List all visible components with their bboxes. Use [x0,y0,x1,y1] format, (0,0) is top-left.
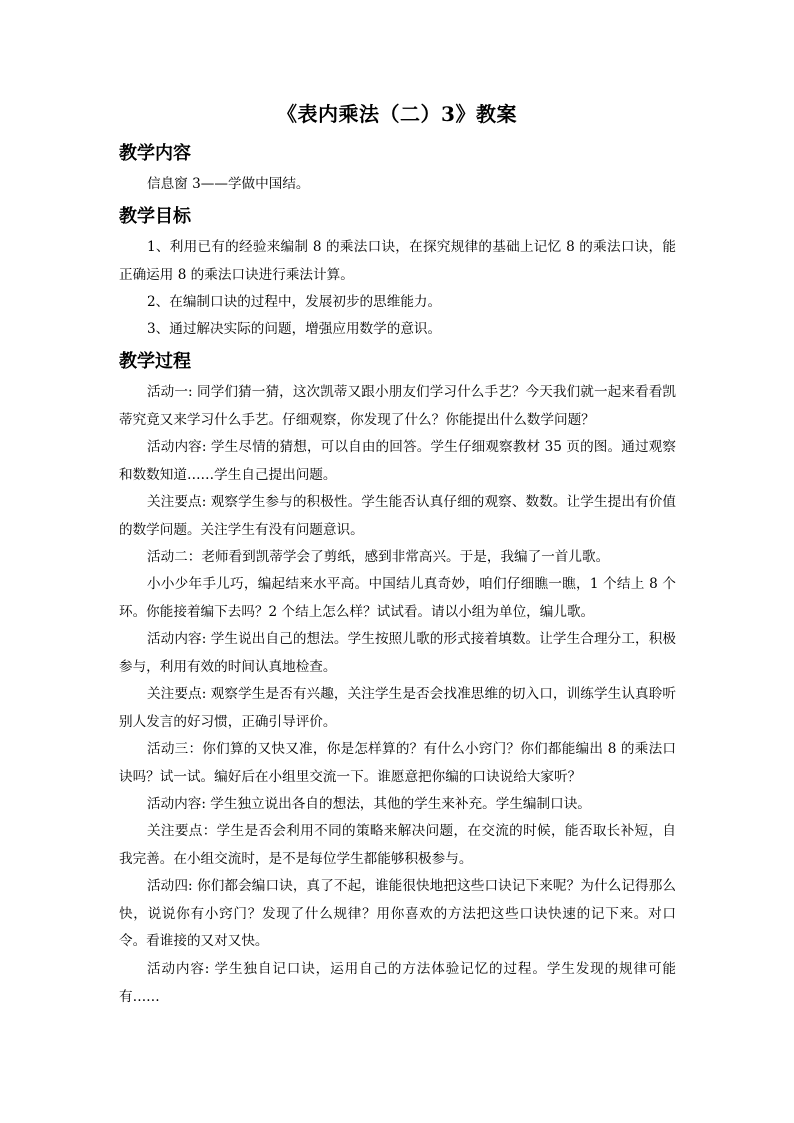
section-heading-objectives: 教学目标 [119,206,191,227]
paragraph: 关注要点: 观察学生是否有兴趣，关注学生是否会找准思维的切入口，训练学生认真聆听别人发言的好习惯，正确引导评价。 [119,686,676,730]
paragraph: 活动三：你们算的又快又准，你是怎样算的？有什么小窍门？你们都能编出 8 的乘法口诀吗？试一试。编好后在小组里交流一下。谁愿意把你编的口诀说给大家听？ [119,741,676,785]
paragraph: 活动一: 同学们猜一猜，这次凯蒂又跟小朋友们学习什么手艺？今天我们就一起来看看凯蒂究竟又来学习什么手艺。仔细观察，你发现了什么？你能提出什么数学问题？ [119,384,676,428]
paragraph: 3、通过解决实际的问题，增强应用数学的意识。 [147,321,442,337]
paragraph: 活动内容: 学生尽情的猜想，可以自由的回答。学生仔细观察教材 35 页的图。通过观察和数数知道……学生自己提出问题。 [119,439,676,483]
paragraph: 活动内容: 学生说出自己的想法。学生按照儿歌的形式接着填数。让学生合理分工，积极参与，利用有效的时间认真地检查。 [119,631,676,675]
paragraph: 活动内容: 学生独自记口诀，运用自己的方法体验记忆的过程。学生发现的规律可能有…… [119,961,676,1005]
paragraph: 2、在编制口诀的过程中，发展初步的思维能力。 [147,294,442,310]
section-heading-content: 教学内容 [119,143,191,164]
paragraph: 信息窗 3——学做中国结。 [147,176,310,192]
document-title: 《表内乘法（二）3》教案 [277,102,517,126]
section-heading-process: 教学过程 [119,351,191,372]
paragraph: 关注要点: 观察学生参与的积极性。学生能否认真仔细的观察、数数。让学生提出有价值的数学问题。关注学生有没有问题意识。 [119,494,676,538]
paragraph: 1、利用已有的经验来编制 8 的乘法口诀，在探究规律的基础上记忆 8 的乘法口诀，能正确运用 8 的乘法口诀进行乘法计算。 [119,239,676,283]
paragraph: 小小少年手儿巧，编起结来水平高。中国结儿真奇妙，咱们仔细瞧一瞧，1 个结上 8 个环。你能接着编下去吗？2 个结上怎么样？试试看。请以小组为单位，编儿歌。 [119,576,676,620]
paragraph: 关注要点：学生是否会利用不同的策略来解决问题，在交流的时候，能否取长补短，自我完善。在小组交流时，是不是每位学生都能够积极参与。 [119,823,676,867]
paragraph: 活动内容: 学生独立说出各自的想法，其他的学生来补充。学生编制口诀。 [147,796,591,812]
paragraph: 活动四: 你们都会编口诀，真了不起，谁能很快地把这些口诀记下来呢？为什么记得那么快，说说你有小窍门？发现了什么规律？用你喜欢的方法把这些口诀快速的记下来。对口令。看谁接的又对又快。 [119,878,676,949]
paragraph: 活动二：老师看到凯蒂学会了剪纸，感到非常高兴。于是，我编了一首儿歌。 [147,549,610,565]
